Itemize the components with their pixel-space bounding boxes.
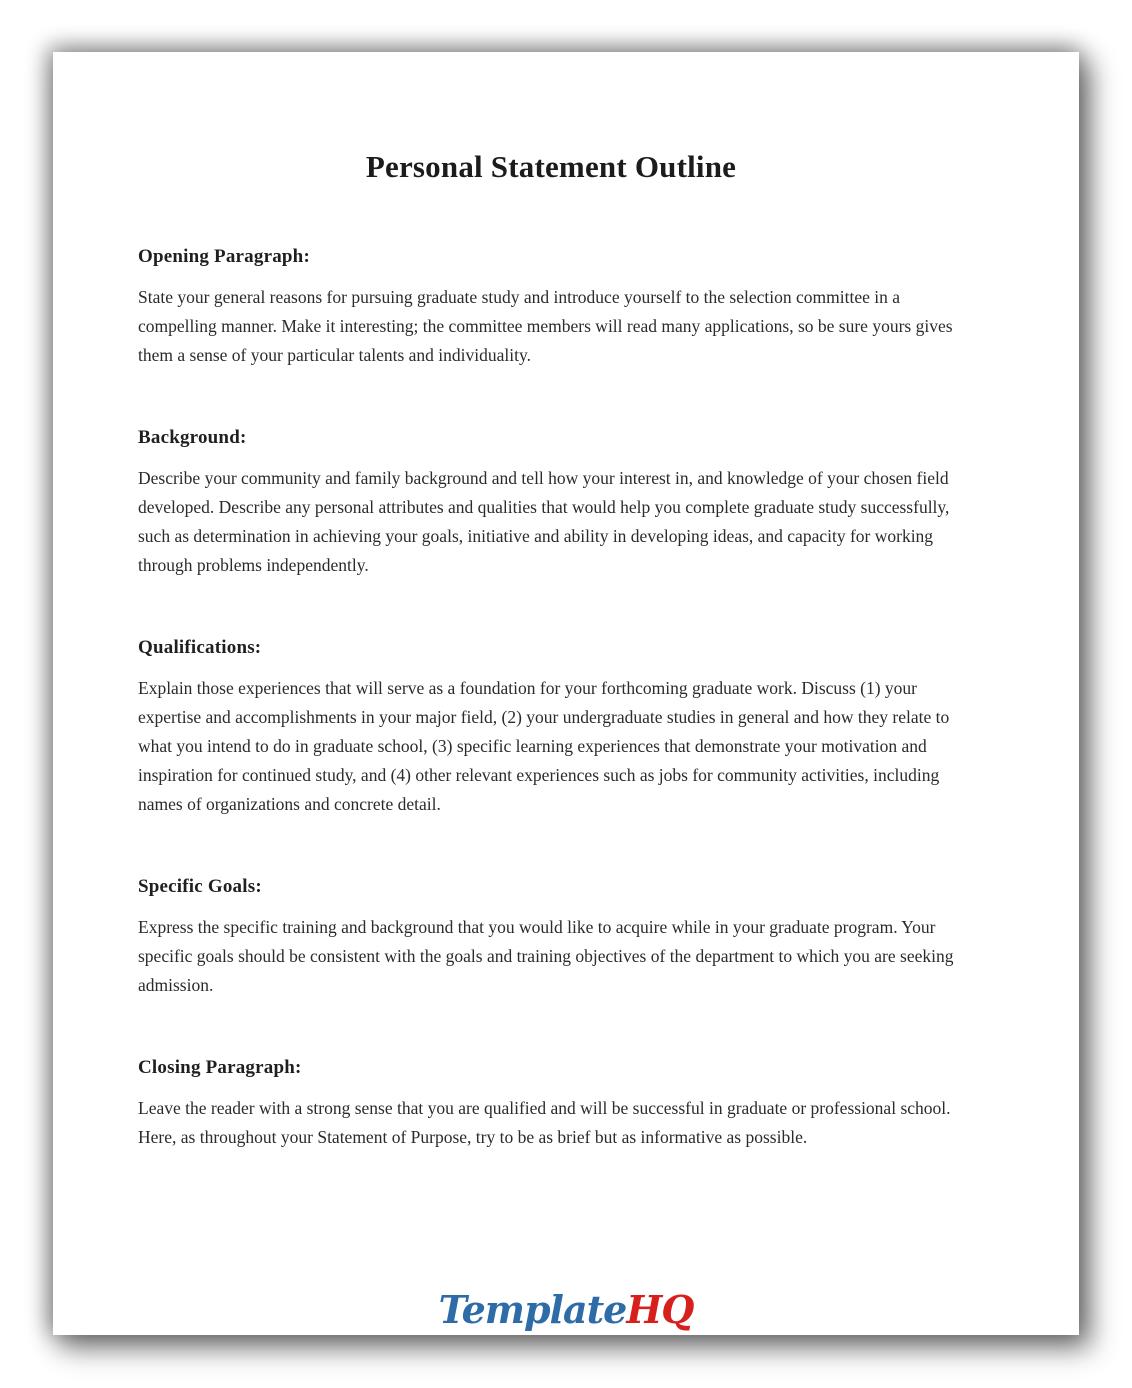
section-background [138,427,964,580]
templatehq-logo [53,1287,1079,1332]
section-body: Explain those experiences that will serve as a foundation for your forthcoming graduate work. Discuss (1) your expertise and accomplishments in your major field, (2) your undergraduate studies in general and how they relate to what you intend to do in graduate school, (3) specific learning experiences that demonstrate your motivation and inspiration for continued study, and (4) other relevant experiences such as jobs for community activities, including names of organizations and concrete detail. [138,678,950,815]
section-specific-goals [138,876,964,1000]
section-closing-paragraph [138,1057,964,1152]
section-heading: Opening Paragraph: [138,246,310,268]
section-opening-paragraph [138,246,964,370]
section-body: Describe your community and family background and tell how your interest in, and knowledge of your chosen field developed. Describe any personal attributes and qualities that would help you complete graduate study successfully, such as determination in achieving your goals, initiative and ability in developing ideas, and capacity for working through problems independently. [138,468,950,576]
section-heading: Specific Goals: [138,876,262,898]
section-qualifications [138,637,964,819]
logo-text-template: Template [438,1287,627,1332]
section-heading: Background: [138,427,247,449]
section-body: State your general reasons for pursuing graduate study and introduce yourself to the selection committee in a compelling manner. Make it interesting; the committee members will read many applications, so be sure yours gives them a sense of your particular talents and individuality. [138,287,953,366]
logo-text-hq: HQ [626,1287,694,1332]
section-body: Leave the reader with a strong sense that you are qualified and will be successful in graduate or professional school. Here, as throughout your Statement of Purpose, try to be as brief but as informative as possible. [138,1098,951,1148]
page-title: Personal Statement Outline [365,149,737,184]
section-heading: Qualifications: [138,637,262,659]
document-page [53,52,1079,1335]
document-content [53,52,1079,1152]
section-body: Express the specific training and background that you would like to acquire while in your graduate program. Your specific goals should be consistent with the goals and training objectives of the department to which you are seeking admission. [138,917,954,996]
section-heading: Closing Paragraph: [138,1057,302,1079]
